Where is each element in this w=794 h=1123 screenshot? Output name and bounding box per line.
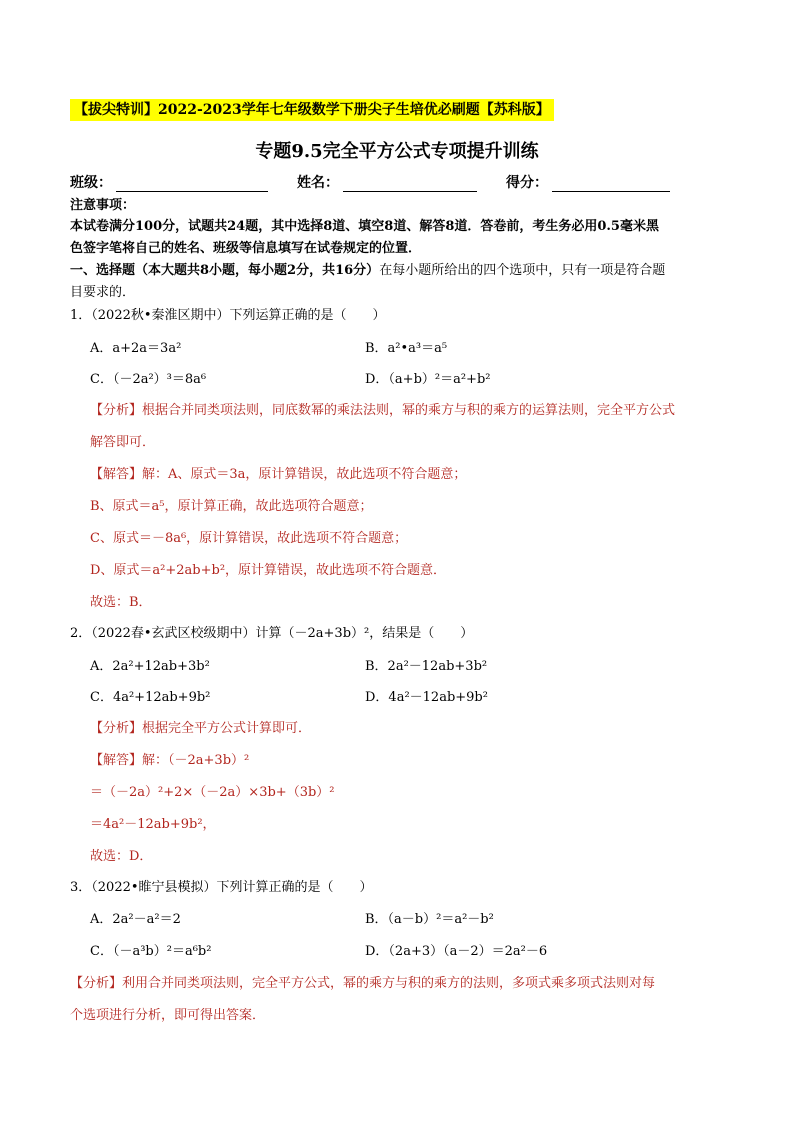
q1-answer: [90, 463, 466, 482]
q2-option-b[interactable]: B．2a²－12ab+3b²: [365, 659, 488, 674]
section-heading-rest: 在每小题所给出的四个选项中，只有一项是符合题: [379, 263, 666, 278]
q2-answer-line-3: ＝4a²－12ab+9b²，: [90, 817, 216, 832]
q2-answer-line-2: ＝（－2a）²+2×（－2a）×3b+（3b）²: [90, 785, 335, 800]
q3-option-a[interactable]: A．2a²－a²＝2: [90, 912, 181, 927]
q1-option-b[interactable]: B．a²•a³＝a⁵: [365, 341, 448, 356]
notice-heading: 注意事项：: [70, 198, 136, 213]
score-blank[interactable]: [552, 177, 670, 192]
q2-option-c[interactable]: C．4a²+12ab+9b²: [90, 690, 211, 705]
class-blank[interactable]: [116, 177, 268, 192]
q2-analysis-tag: 【分析】: [90, 721, 143, 736]
page-title: 专题9.5完全平方公式专项提升训练: [255, 141, 539, 162]
q1-analysis-line-2: 解答即可．: [90, 435, 156, 450]
q1-option-c[interactable]: C．（－2a²）³＝8a⁶: [90, 372, 207, 387]
section-heading-line-2: 目要求的．: [70, 285, 136, 300]
q1-option-d[interactable]: D．（a+b）²＝a²+b²: [365, 372, 491, 387]
q2-analysis-text: 根据完全平方公式计算即可．: [142, 721, 312, 736]
q1-answer-a: 解：A、原式＝3a，原计算错误，故此选项不符合题意；: [142, 467, 467, 482]
q1-analysis: [90, 399, 675, 418]
q3-analysis-tag: 【分析】: [70, 976, 123, 991]
q3-analysis-text: 利用合并同类项法则，完全平方公式，幂的乘方与积的乘方的法则，多项式乘多项式法则对每: [122, 976, 656, 991]
q2-answer: [90, 749, 249, 768]
q2-answer-line-1: 解：（－2a+3b）²: [142, 753, 250, 768]
notice-line-1: 本试卷满分100分，试题共24题，其中选择8道、填空8道、解答8道．答卷前，考生务必用0.5毫米黑: [70, 219, 659, 234]
name-field: [297, 172, 477, 192]
q2-option-a[interactable]: A．2a²+12ab+3b²: [90, 659, 210, 674]
q1-analysis-tag: 【分析】: [90, 403, 143, 418]
q2-choice: 故选：D．: [90, 849, 153, 864]
q2-answer-tag: 【解答】: [90, 753, 143, 768]
q2-option-d[interactable]: D．4a²－12ab+9b²: [365, 690, 488, 705]
score-label: 得分：: [506, 175, 548, 191]
q3-option-d[interactable]: D．（2a+3）（a－2）＝2a²－6: [365, 944, 548, 959]
q2-stem: 2．（2022春•玄武区校级期中）计算（－2a+3b）²，结果是（ ）: [70, 626, 474, 641]
q1-choice: 故选：B．: [90, 595, 152, 610]
q1-answer-b: B、原式＝a⁵，原计算正确，故此选项符合题意；: [90, 499, 373, 514]
q1-answer-tag: 【解答】: [90, 467, 143, 482]
q1-answer-c: C、原式＝－8a⁶，原计算错误，故此选项不符合题意；: [90, 531, 408, 546]
name-blank[interactable]: [343, 177, 477, 192]
name-label: 姓名：: [297, 175, 339, 191]
header-banner: 【拔尖特训】2022-2023学年七年级数学下册尖子生培优必刷题【苏科版】: [70, 99, 554, 121]
q1-option-a[interactable]: A．a+2a＝3a²: [90, 341, 182, 356]
q1-answer-d: D、原式＝a²+2ab+b²，原计算错误，故此选项不符合题意．: [90, 563, 447, 578]
score-field: [506, 172, 670, 192]
section-heading-bold: 一、选择题（本大题共8小题，每小题2分，共16分）: [70, 263, 380, 278]
q2-analysis: [90, 717, 311, 736]
q3-analysis: [70, 972, 655, 991]
q3-stem: 3．（2022•睢宁县模拟）下列计算正确的是（ ）: [70, 880, 373, 895]
q1-stem: 1．（2022秋•秦淮区期中）下列运算正确的是（ ）: [70, 308, 386, 323]
q1-analysis-text: 根据合并同类项法则，同底数幂的乘法法则，幂的乘方与积的乘方的运算法则，完全平方公式: [142, 403, 676, 418]
section-heading: [70, 259, 665, 278]
q3-analysis-line-2: 个选项进行分析，即可得出答案．: [70, 1008, 266, 1023]
q3-option-b[interactable]: B．（a－b）²＝a²－b²: [365, 912, 494, 927]
notice-line-2: 色签字笔将自己的姓名、班级等信息填写在试卷规定的位置．: [70, 241, 422, 256]
class-field: [70, 172, 268, 192]
q3-option-c[interactable]: C．（－a³b）²＝a⁶b²: [90, 944, 212, 959]
class-label: 班级：: [70, 175, 112, 191]
